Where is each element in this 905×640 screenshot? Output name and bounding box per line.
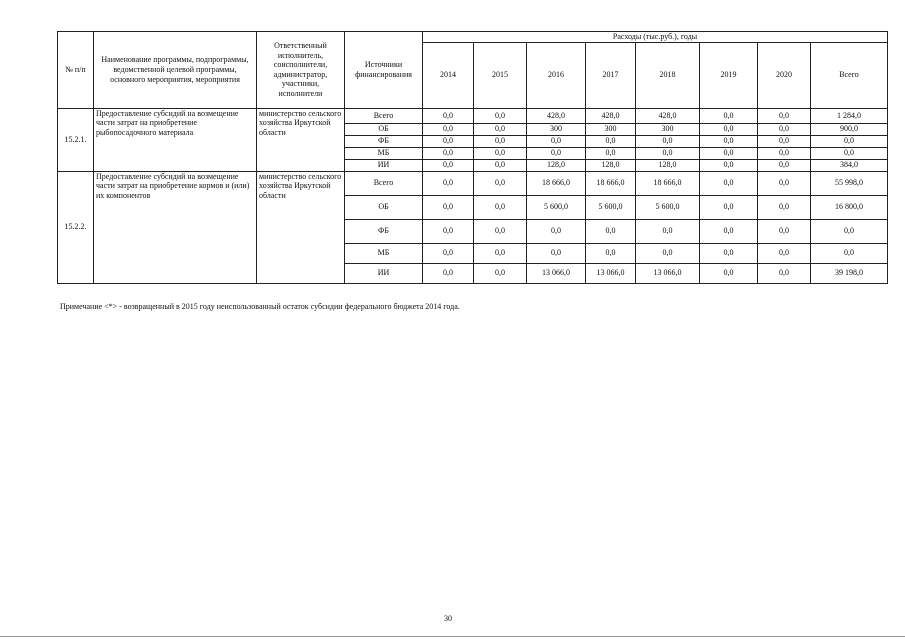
value-cell: 0,0 xyxy=(423,195,474,219)
value-cell: 0,0 xyxy=(474,243,527,263)
funding-source: ОБ xyxy=(345,123,423,135)
page-number: 30 xyxy=(444,614,452,623)
value-cell: 0,0 xyxy=(474,171,527,195)
value-cell: 384,0 xyxy=(811,159,888,171)
value-cell: 0,0 xyxy=(423,219,474,243)
value-cell: 300 xyxy=(586,123,636,135)
value-cell: 0,0 xyxy=(758,195,811,219)
responsible-executor: министерство сельского хозяйства Иркутской области xyxy=(257,171,345,283)
footnote: Примечание <*> - возвращенный в 2015 году неиспользованный остаток субсидии федерального бюджета 2014 года. xyxy=(60,302,460,311)
value-cell: 0,0 xyxy=(636,147,700,159)
value-cell: 0,0 xyxy=(700,135,758,147)
value-cell: 0,0 xyxy=(758,171,811,195)
header-responsible: Ответственный исполнитель, соисполнители, администратор, участники, исполнители xyxy=(257,32,345,109)
value-cell: 300 xyxy=(636,123,700,135)
value-cell: 0,0 xyxy=(423,171,474,195)
value-cell: 18 666,0 xyxy=(586,171,636,195)
value-cell: 0,0 xyxy=(700,243,758,263)
header-year: 2017 xyxy=(586,42,636,108)
value-cell: 428,0 xyxy=(636,108,700,123)
value-cell: 128,0 xyxy=(527,159,586,171)
header-num: № п/п xyxy=(58,32,94,109)
value-cell: 0,0 xyxy=(811,147,888,159)
value-cell: 0,0 xyxy=(423,135,474,147)
value-cell: 0,0 xyxy=(474,195,527,219)
value-cell: 18 666,0 xyxy=(636,171,700,195)
value-cell: 0,0 xyxy=(811,219,888,243)
value-cell: 0,0 xyxy=(474,123,527,135)
funding-source: Всего xyxy=(345,108,423,123)
value-cell: 0,0 xyxy=(758,219,811,243)
value-cell: 5 600,0 xyxy=(636,195,700,219)
value-cell: 13 066,0 xyxy=(527,263,586,283)
value-cell: 0,0 xyxy=(474,263,527,283)
budget-table xyxy=(57,31,888,284)
row-number: 15.2.2. xyxy=(58,171,94,283)
header-expenses: Расходы (тыс.руб.), годы xyxy=(423,32,888,43)
value-cell: 0,0 xyxy=(758,147,811,159)
value-cell: 0,0 xyxy=(474,147,527,159)
value-cell: 0,0 xyxy=(586,243,636,263)
value-cell: 0,0 xyxy=(636,219,700,243)
value-cell: 0,0 xyxy=(474,135,527,147)
value-cell: 55 998,0 xyxy=(811,171,888,195)
value-cell: 900,0 xyxy=(811,123,888,135)
value-cell: 428,0 xyxy=(586,108,636,123)
value-cell: 0,0 xyxy=(586,135,636,147)
header-year: 2018 xyxy=(636,42,700,108)
value-cell: 0,0 xyxy=(758,263,811,283)
funding-source: Всего xyxy=(345,171,423,195)
value-cell: 39 198,0 xyxy=(811,263,888,283)
value-cell: 0,0 xyxy=(811,135,888,147)
value-cell: 0,0 xyxy=(700,219,758,243)
value-cell: 5 600,0 xyxy=(527,195,586,219)
value-cell: 428,0 xyxy=(527,108,586,123)
row-number: 15.2.1. xyxy=(58,108,94,171)
funding-source: ФБ xyxy=(345,219,423,243)
header-year: 2015 xyxy=(474,42,527,108)
value-cell: 0,0 xyxy=(527,219,586,243)
value-cell: 0,0 xyxy=(527,147,586,159)
value-cell: 0,0 xyxy=(527,135,586,147)
value-cell: 0,0 xyxy=(758,123,811,135)
value-cell: 0,0 xyxy=(423,159,474,171)
table-row xyxy=(58,171,888,195)
funding-source: ИИ xyxy=(345,159,423,171)
header-year: 2016 xyxy=(527,42,586,108)
table-row xyxy=(58,108,888,123)
value-cell: 0,0 xyxy=(474,219,527,243)
funding-source: ИИ xyxy=(345,263,423,283)
value-cell: 0,0 xyxy=(527,243,586,263)
value-cell: 0,0 xyxy=(423,108,474,123)
value-cell: 0,0 xyxy=(423,243,474,263)
value-cell: 300 xyxy=(527,123,586,135)
value-cell: 0,0 xyxy=(423,147,474,159)
value-cell: 13 066,0 xyxy=(586,263,636,283)
value-cell: 0,0 xyxy=(586,147,636,159)
value-cell: 0,0 xyxy=(636,243,700,263)
header-year: Всего xyxy=(811,42,888,108)
value-cell: 128,0 xyxy=(636,159,700,171)
funding-source: ОБ xyxy=(345,195,423,219)
value-cell: 0,0 xyxy=(700,147,758,159)
header-name: Наименование программы, подпрограммы, ведомственной целевой программы, основного мероприятия, мероприятия xyxy=(94,32,257,109)
value-cell: 0,0 xyxy=(474,159,527,171)
header-year: 2019 xyxy=(700,42,758,108)
value-cell: 0,0 xyxy=(700,123,758,135)
value-cell: 13 066,0 xyxy=(636,263,700,283)
value-cell: 0,0 xyxy=(700,159,758,171)
value-cell: 5 600,0 xyxy=(586,195,636,219)
header-year: 2014 xyxy=(423,42,474,108)
value-cell: 0,0 xyxy=(700,195,758,219)
header-year: 2020 xyxy=(758,42,811,108)
value-cell: 1 284,0 xyxy=(811,108,888,123)
value-cell: 0,0 xyxy=(636,135,700,147)
scan-edge-line xyxy=(0,636,905,637)
table-header xyxy=(58,32,888,109)
value-cell: 0,0 xyxy=(758,108,811,123)
value-cell: 0,0 xyxy=(700,108,758,123)
value-cell: 0,0 xyxy=(758,243,811,263)
funding-source: МБ xyxy=(345,243,423,263)
value-cell: 0,0 xyxy=(700,171,758,195)
value-cell: 128,0 xyxy=(586,159,636,171)
value-cell: 16 800,0 xyxy=(811,195,888,219)
value-cell: 0,0 xyxy=(811,243,888,263)
value-cell: 0,0 xyxy=(758,135,811,147)
responsible-executor: министерство сельского хозяйства Иркутской области xyxy=(257,108,345,171)
funding-source: МБ xyxy=(345,147,423,159)
value-cell: 0,0 xyxy=(423,123,474,135)
value-cell: 0,0 xyxy=(700,263,758,283)
header-sources: Источники финансирования xyxy=(345,32,423,109)
value-cell: 0,0 xyxy=(586,219,636,243)
value-cell: 0,0 xyxy=(423,263,474,283)
table-body xyxy=(58,108,888,283)
value-cell: 18 666,0 xyxy=(527,171,586,195)
value-cell: 0,0 xyxy=(474,108,527,123)
measure-name: Предоставление субсидий на возмещение части затрат на приобретение кормов и (или) их компонентов xyxy=(94,171,257,283)
measure-name: Предоставление субсидий на возмещение части затрат на приобретение рыбопосадочного материала xyxy=(94,108,257,171)
funding-source: ФБ xyxy=(345,135,423,147)
value-cell: 0,0 xyxy=(758,159,811,171)
